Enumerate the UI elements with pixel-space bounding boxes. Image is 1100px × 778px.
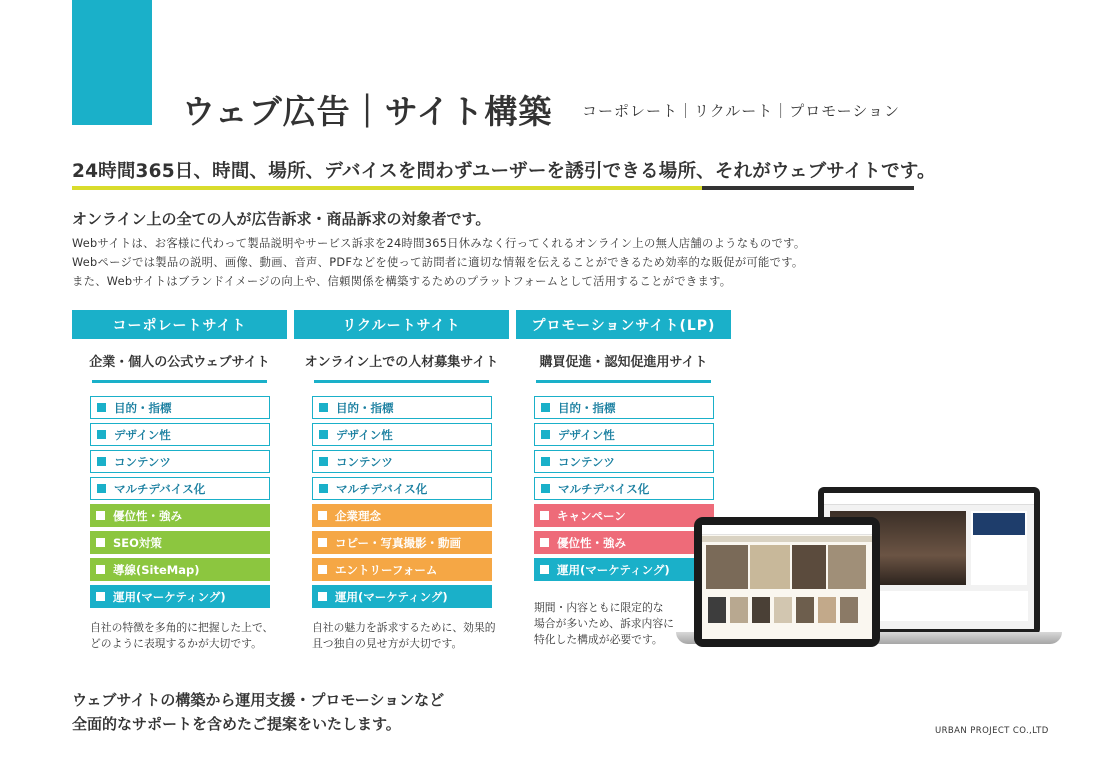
feature-label: マルチデバイス化: [114, 481, 206, 496]
column-note-line: 場合が多いため、訴求内容に: [534, 617, 674, 630]
square-bullet-icon: [318, 511, 327, 520]
closing-line: ウェブサイトの構築から運用支援・プロモーションなど: [72, 691, 445, 709]
column-subtitle: 購買促進・認知促進用サイト: [539, 355, 708, 370]
feature-item: [90, 504, 270, 527]
feature-label: コンテンツ: [558, 454, 615, 469]
tablet-screen: [702, 525, 872, 639]
feature-list: [90, 396, 270, 612]
square-bullet-icon: [97, 403, 106, 412]
feature-label: デザイン性: [558, 427, 615, 442]
intro-line: Webサイトは、お客様に代わって製品説明やサービス訴求を24時間365日休みなく行ってくれるオンライン上の無人店舗のようなものです。: [72, 237, 806, 250]
feature-item: [90, 450, 270, 473]
square-bullet-icon: [318, 592, 327, 601]
feature-label: コンテンツ: [336, 454, 393, 469]
column-recruit: [294, 310, 509, 650]
tablet-nav-bar: [702, 536, 872, 542]
feature-item: [312, 450, 492, 473]
column-note-line: 自社の特徴を多角的に把握した上で、: [90, 621, 274, 634]
feature-label: 目的・指標: [114, 400, 172, 415]
headline-underline-yellow: [72, 186, 702, 190]
square-bullet-icon: [96, 511, 105, 520]
feature-item: [534, 396, 714, 419]
square-bullet-icon: [318, 538, 327, 547]
feature-label: コンテンツ: [114, 454, 171, 469]
square-bullet-icon: [541, 457, 550, 466]
square-bullet-icon: [96, 538, 105, 547]
feature-item: [90, 585, 270, 608]
feature-label: デザイン性: [114, 427, 171, 442]
feature-label: 運用(マーケティング): [335, 589, 448, 604]
column-subtitle-underline: [92, 380, 267, 383]
feature-item: [534, 450, 714, 473]
intro-line: Webページでは製品の説明、画像、動画、音声、PDFなどを使って訪問者に適切な情報を伝えることができるため効率的な販促が可能です。: [72, 256, 804, 269]
column-note-line: 期間・内容ともに限定的な: [534, 601, 664, 614]
accent-block: [72, 0, 152, 125]
column-header: コーポレートサイト: [72, 310, 287, 339]
page-title: ウェブ広告｜サイト構築: [182, 92, 553, 131]
column-note: [90, 620, 273, 652]
tablet-photo: [792, 545, 826, 589]
feature-item: [90, 423, 270, 446]
headline-underline-dark: [702, 186, 914, 190]
feature-label: SEO対策: [113, 535, 162, 550]
square-bullet-icon: [319, 484, 328, 493]
laptop-nav-bar: [824, 493, 1034, 505]
feature-list: [534, 396, 714, 585]
column-subtitle: 企業・個人の公式ウェブサイト: [89, 355, 270, 370]
column-subtitle: オンライン上での人材募集サイト: [304, 355, 499, 370]
column-note-line: 且つ独自の見せ方が大切です。: [312, 637, 463, 650]
square-bullet-icon: [319, 430, 328, 439]
intro-heading: オンライン上の全ての人が広告訴求・商品訴求の対象者です。: [72, 210, 491, 228]
feature-label: 企業理念: [335, 508, 381, 523]
feature-label: デザイン性: [336, 427, 393, 442]
feature-item: [312, 585, 492, 608]
column-subtitle-underline: [314, 380, 489, 383]
tablet-photo: [706, 545, 748, 589]
square-bullet-icon: [319, 403, 328, 412]
feature-item: [312, 396, 492, 419]
laptop-sidebar-banner: [973, 513, 1025, 535]
feature-label: 優位性・強み: [113, 508, 182, 523]
feature-item: [534, 423, 714, 446]
column-promotion: [516, 310, 731, 646]
laptop-sidebar: [971, 511, 1027, 585]
column-note-line: 特化した構成が必要です。: [534, 633, 663, 646]
square-bullet-icon: [541, 484, 550, 493]
column-note: [534, 600, 674, 648]
tablet-thumbnail: [730, 597, 748, 623]
feature-item: [312, 504, 492, 527]
closing-line: 全面的なサポートを含めたご提案をいたします。: [72, 715, 401, 733]
company-name: URBAN PROJECT CO.,LTD: [935, 726, 1049, 736]
feature-item: [312, 423, 492, 446]
tablet-thumbnail: [796, 597, 814, 623]
feature-item: [312, 531, 492, 554]
square-bullet-icon: [318, 565, 327, 574]
square-bullet-icon: [319, 457, 328, 466]
feature-label: キャンペーン: [557, 508, 626, 523]
column-header: プロモーションサイト(LP): [516, 310, 731, 339]
square-bullet-icon: [97, 457, 106, 466]
column-corporate: [72, 310, 287, 650]
closing-message: [72, 688, 444, 736]
square-bullet-icon: [96, 592, 105, 601]
feature-list: [312, 396, 492, 612]
column-note-line: 自社の魅力を訴求するために、効果的: [312, 621, 496, 634]
feature-label: 運用(マーケティング): [113, 589, 226, 604]
feature-label: 導線(SiteMap): [113, 562, 200, 577]
square-bullet-icon: [96, 565, 105, 574]
feature-label: 優位性・強み: [557, 535, 626, 550]
tablet-thumbnail: [708, 597, 726, 623]
column-subtitle-underline: [536, 380, 711, 383]
column-note-line: どのように表現するかが大切です。: [90, 637, 262, 650]
tablet-photo: [828, 545, 866, 589]
square-bullet-icon: [541, 403, 550, 412]
tablet-thumbnail: [840, 597, 858, 623]
feature-label: マルチデバイス化: [558, 481, 650, 496]
feature-item: [534, 504, 714, 527]
feature-item: [534, 477, 714, 500]
tablet-thumbnail: [774, 597, 792, 623]
feature-label: エントリーフォーム: [335, 562, 438, 577]
feature-item: [90, 558, 270, 581]
square-bullet-icon: [540, 565, 549, 574]
tablet-mockup: [694, 517, 880, 647]
headline: 24時間365日、時間、場所、デバイスを問わずユーザーを誘引できる場所、それがウェブサイトです。: [72, 161, 936, 182]
tablet-photo: [750, 545, 790, 589]
feature-label: コピー・写真撮影・動画: [335, 535, 462, 550]
feature-label: 目的・指標: [336, 400, 394, 415]
feature-item: [90, 396, 270, 419]
feature-item: [312, 477, 492, 500]
tablet-thumbnail: [752, 597, 770, 623]
feature-item: [90, 477, 270, 500]
intro-line: また、Webサイトはブランドイメージの向上や、信頼関係を構築するためのプラットフォームとして活用することができます。: [72, 275, 732, 288]
square-bullet-icon: [97, 430, 106, 439]
feature-item: [534, 558, 714, 581]
page-subtitle: コーポレート｜リクルート｜プロモーション: [582, 102, 901, 120]
square-bullet-icon: [540, 511, 549, 520]
feature-label: 目的・指標: [558, 400, 616, 415]
feature-label: 運用(マーケティング): [557, 562, 670, 577]
column-header: リクルートサイト: [294, 310, 509, 339]
feature-label: マルチデバイス化: [336, 481, 428, 496]
feature-item: [90, 531, 270, 554]
square-bullet-icon: [540, 538, 549, 547]
feature-item: [312, 558, 492, 581]
square-bullet-icon: [541, 430, 550, 439]
column-note: [312, 620, 496, 652]
square-bullet-icon: [97, 484, 106, 493]
tablet-thumbnail: [818, 597, 836, 623]
tablet-header: [702, 525, 872, 535]
feature-item: [534, 531, 714, 554]
